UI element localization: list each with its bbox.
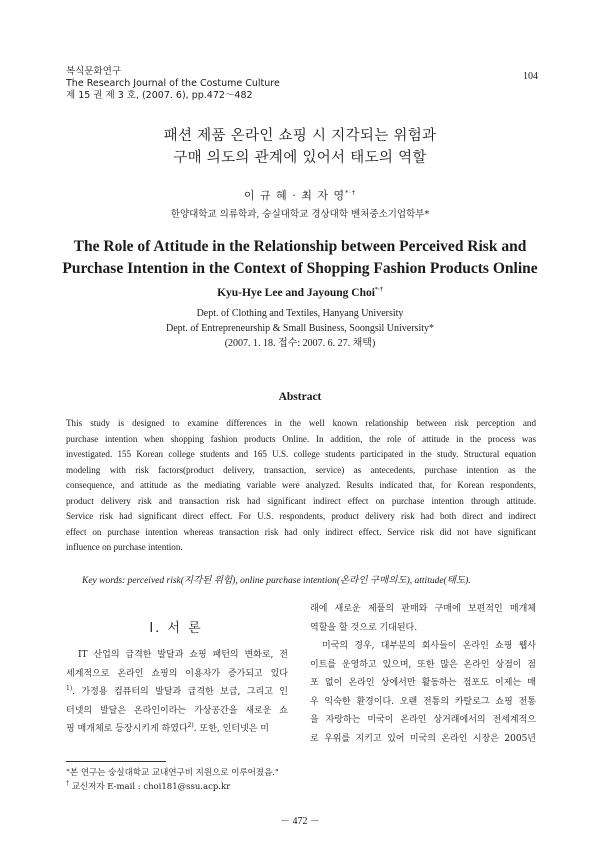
korean-affiliation: 한양대학교 의류학과, 숭실대학교 경상대학 벤처중소기업학부* [170,209,430,220]
abstract-heading: Abstract [278,391,322,403]
body-line: 세계적으로 온라인 쇼핑의 이용자가 증가되고 있다 [66,668,288,679]
page-number: 104 [523,71,538,82]
english-author-mark: *·† [374,287,383,294]
right-column-body [310,600,536,748]
affiliation-line1: Dept. of Clothing and Textiles, Hanyang University [196,308,404,319]
footer-page-number: － 472 － [280,816,320,827]
body-text: . 또한, 인터넷은 미 [193,724,269,734]
abstract-line: modeling with risk factors(product delivery, transaction, service) as antecedents, purchase intention as the [66,464,536,475]
footnote-divider [66,761,166,762]
english-title [0,236,600,280]
english-title-line1: The Role of Attitude in the Relationship between Perceived Risk and [73,238,527,255]
korean-title-line2: 구매 의도의 관계에 있어서 태도의 역할 [173,150,427,166]
journal-name-en: The Research Journal of the Costume Culture [66,78,280,89]
body-line: 이트를 운영하고 있으며, 또한 많은 온라인 상점이 점 [310,659,536,670]
journal-name-ko: 복식문화연구 [66,66,122,77]
korean-author-names: 이 규 혜 · 최 자 영 [243,189,346,202]
reference-mark: 2) [187,722,194,729]
english-authors [0,287,600,299]
english-title-line2: Purchase Intention in the Context of Shopping Fashion Products Online [62,260,538,277]
body-line: 래에 새로운 제품의 판매와 구매에 보편적인 매개체 [310,604,536,614]
abstract-line: Service risk had significant direct effect. For U.S. respondents, product delivery risk had both direct and indirect [66,511,536,521]
body-line: 미국의 경우, 대부분의 회사들이 온라인 쇼핑 웹사 [322,641,536,651]
received-accepted-dates: (2007. 1. 18. 접수: 2007. 6. 27. 채택) [224,338,376,349]
abstract-body [66,416,536,556]
body-line-with-ref [66,683,288,702]
abstract-line: effect on purchase intention whereas transaction risk had only indirect effect. Service risk did not have significant [66,526,536,537]
keywords: Key words: perceived risk(지각된 위험), online purchase intention(온라인 구매의도), attitude(태도). [82,576,471,586]
body-line: 로 우위를 지키고 있어 미국의 온라인 시장은 2005년 [310,733,536,744]
left-column-body [66,646,288,739]
body-line: 터넷의 발달은 온라인이라는 가상공간을 새로운 쇼 [66,705,288,716]
abstract-line: consequence, and attitude as the mediating variable were analyzed. Results indicated that, for Korean respondents, [66,480,536,490]
abstract-line: purchase intention when shopping fashion products Online. In addition, the role of attitude in the process was [66,433,536,444]
body-line: 역할을 할 것으로 기대된다. [310,622,418,633]
footnote-corresponding [66,780,279,794]
korean-authors [0,187,600,203]
volume-info: 제 15 권 제 3 호, (2007. 6), pp.472～482 [66,90,253,101]
abstract-line: influence on purchase intention. [66,542,183,552]
english-affiliations [0,306,600,351]
body-line: IT 산업의 급격한 발달과 쇼핑 패턴의 변화로, 전 [78,650,288,660]
abstract-line: product delivery risk and transaction risk had significant indirect effect on purchase intention through attitude. [66,495,536,506]
section-heading-introduction: Ⅰ. 서 론 [149,621,203,636]
abstract-line: investigated. 155 Korean college students and 165 U.S. college students participated in the study. Structural equation [66,449,536,459]
footnote-funding: "본 연구는 숭실대학교 교내연구비 지원으로 이루어졌음." [66,768,279,778]
dagger-mark: † [66,780,69,788]
abstract-line: This study is designed to examine differences in the well known relationship between risk perception and [66,418,536,428]
english-author-names: Kyu-Hye Lee and Jayoung Choi [217,287,375,299]
korean-author-mark: *·† [345,189,357,197]
corresponding-email: 교신저자 E-mail : choi181@ssu.acp.kr [71,782,231,792]
body-line: 을 자랑하는 미국이 온라인 상거래에서의 전세계적으 [310,715,536,725]
korean-title-line1: 패션 제품 온라인 쇼핑 시 지각되는 위험과 [163,128,437,144]
body-line-with-ref [66,720,288,739]
body-text: 핑 매개체로 등장시키게 하였다 [66,724,188,734]
body-text: . 가정용 컴퓨터의 발달과 급격한 보급, 그리고 인 [72,687,288,697]
footnotes [66,766,279,794]
reference-mark: 1) [66,685,73,692]
body-line: 우 익숙한 환경이다. 오랜 전통의 카탈로그 쇼핑 전통 [310,696,536,707]
affiliation-line2: Dept. of Entrepreneurship & Small Business, Soongsil University* [165,323,435,334]
journal-header [66,66,280,102]
korean-title [0,125,600,169]
body-line: 포 없이 온라인 상에서만 활동하는 점포도 이제는 매 [310,678,536,688]
